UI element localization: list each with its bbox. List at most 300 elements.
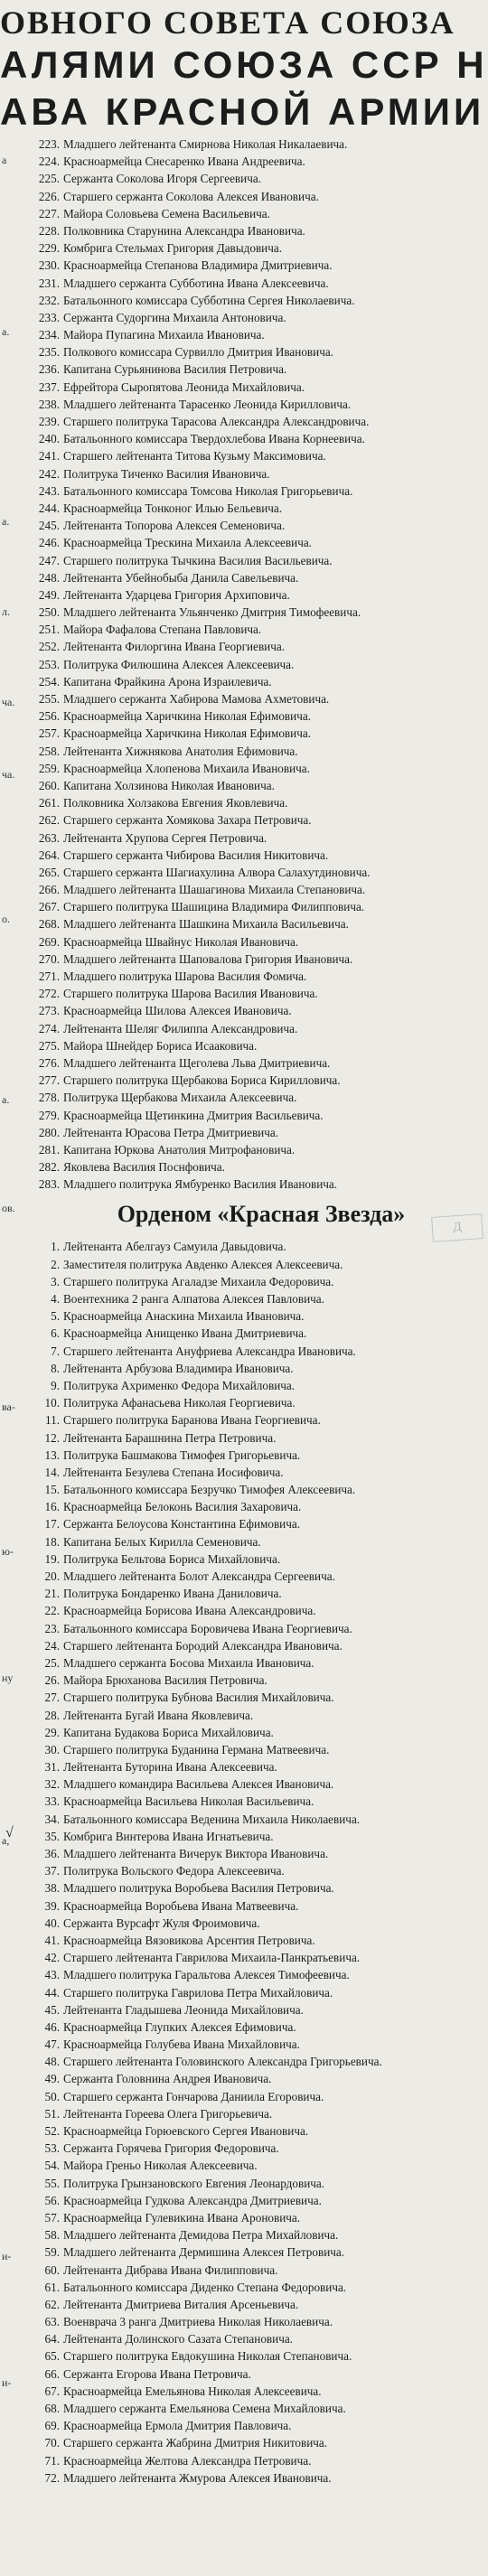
entry-number: 280. bbox=[38, 1125, 60, 1139]
entry-number: 14. bbox=[44, 1465, 60, 1479]
entry-number: 45. bbox=[44, 2002, 60, 2017]
entry-text: Старшего политрука Шашицина Владимира Филипповича. bbox=[63, 900, 365, 914]
entry-text: Политрука Щербакова Михаила Алексеевича. bbox=[63, 1091, 297, 1105]
entry-number: 56. bbox=[44, 2193, 60, 2207]
entry-text: Младшего политрука Воробьева Василия Петровича. bbox=[63, 1881, 334, 1896]
main-column bbox=[34, 136, 488, 2487]
list-item bbox=[34, 482, 488, 500]
list-item bbox=[34, 1089, 488, 1106]
list-item bbox=[34, 915, 488, 932]
list-item bbox=[34, 396, 488, 413]
header-line-1: ОВНОГО СОВЕТА СОЮЗА bbox=[0, 5, 455, 40]
entry-text: Политрука Тиченко Василия Ивановича. bbox=[63, 466, 270, 481]
entry-text: Воентехника 2 ранга Алпатова Алексея Павловича. bbox=[63, 1292, 324, 1306]
list-item bbox=[34, 673, 488, 690]
list-item bbox=[34, 985, 488, 1002]
margin-fragment: а, bbox=[2, 1834, 10, 1847]
entry-text: Лейтенанта Гореева Олега Григорьевича. bbox=[63, 2106, 273, 2121]
list-item bbox=[34, 1054, 488, 1072]
entry-text: Комбрига Винтерова Ивана Игнатьевича. bbox=[63, 1829, 274, 1843]
list-item bbox=[34, 569, 488, 586]
library-stamp: Д bbox=[431, 1213, 483, 1242]
margin-fragment: и- bbox=[2, 2250, 12, 2262]
list-item bbox=[34, 552, 488, 569]
entry-number: 46. bbox=[44, 2019, 60, 2034]
entry-number: 36. bbox=[44, 1847, 60, 1860]
order-heading: Орденом «Красная Звезда» bbox=[117, 1201, 406, 1228]
entry-text: Красноармейца Швайнус Николая Ивановича. bbox=[63, 934, 299, 949]
entry-text: Младшего политрука Шарова Василия Фомича. bbox=[63, 970, 307, 983]
entry-text: Старшего политрука Шарова Василия Ивановича. bbox=[63, 987, 318, 1001]
left-margin-fragments bbox=[0, 136, 34, 2576]
list-item bbox=[34, 1585, 488, 1602]
entry-text: Младшего лейтенанта Демидова Петра Михайловича. bbox=[63, 2228, 339, 2243]
entry-number: 259. bbox=[38, 761, 60, 775]
list-item bbox=[34, 1377, 488, 1394]
list-item bbox=[34, 1568, 488, 1585]
entry-text: Красноармейца Ермола Дмитрия Павловича. bbox=[63, 2419, 292, 2433]
list-item bbox=[34, 413, 488, 430]
entry-text: Красноармейца Трескина Михаила Алексеевича. bbox=[63, 536, 312, 550]
entry-text: Младшего лейтенанта Ульянченко Дмитрия Тимофеевича. bbox=[63, 605, 361, 620]
entry-number: 23. bbox=[44, 1621, 60, 1635]
entry-text: Сержанта Соколова Игоря Сергеевича. bbox=[63, 172, 261, 186]
entry-number: 233. bbox=[38, 310, 60, 324]
entry-text: Лейтенанта Хижнякова Анатолия Ефимовича. bbox=[63, 744, 298, 758]
entry-number: 258. bbox=[38, 744, 60, 758]
entry-text: Политрука Бондаренко Ивана Даниловича. bbox=[63, 1587, 282, 1601]
entry-number: 246. bbox=[38, 536, 60, 550]
entry-number: 248. bbox=[38, 570, 60, 585]
entry-text: Младшего лейтенанта Шаповалова Григория Ивановича. bbox=[63, 951, 353, 966]
list-item bbox=[34, 1256, 488, 1273]
entry-text: Старшего политрука Тарасова Александра Александровича. bbox=[63, 415, 370, 428]
entry-number: 231. bbox=[38, 276, 60, 290]
entry-number: 283. bbox=[38, 1177, 60, 1192]
entry-text: Старшего политрука Буданина Германа Матвеевича. bbox=[63, 1742, 330, 1756]
entry-number: 274. bbox=[38, 1021, 60, 1035]
entry-number: 34. bbox=[44, 1812, 60, 1826]
list-item bbox=[34, 500, 488, 517]
entry-number: 32. bbox=[44, 1777, 60, 1792]
entry-text: Военврача 3 ранга Дмитриева Николая Николаевича. bbox=[63, 2315, 333, 2329]
entry-text: Младшего командира Васильева Алексея Ивановича. bbox=[63, 1777, 334, 1792]
entry-number: 63. bbox=[44, 2315, 60, 2329]
list-item bbox=[34, 2296, 488, 2313]
list-item bbox=[34, 743, 488, 760]
entry-number: 260. bbox=[38, 778, 60, 792]
entry-number: 67. bbox=[44, 2384, 60, 2398]
list-item bbox=[34, 829, 488, 847]
entry-number: 5. bbox=[51, 1309, 60, 1324]
entry-text: Сержанта Вурсафт Жуля Фроимовича. bbox=[63, 1916, 260, 1930]
entry-text: Красноармейца Щетинкина Дмитрия Васильевича. bbox=[63, 1108, 324, 1122]
entry-text: Лейтенанта Долинского Сазата Степановича. bbox=[63, 2332, 293, 2347]
entry-text: Сержанта Белоусова Константина Ефимовича. bbox=[63, 1517, 301, 1532]
entry-text: Младшего лейтенанта Жмурова Алексея Ивановича. bbox=[63, 2470, 332, 2485]
entry-text: Ефрейтора Сыропятова Леонида Михайловича. bbox=[63, 379, 305, 394]
entry-text: Политрука Бельтова Бориса Михайловича. bbox=[63, 1551, 281, 1566]
entry-text: Старшего политрука Тычкина Василия Васильевича. bbox=[63, 553, 333, 567]
list-item bbox=[34, 257, 488, 274]
list-item bbox=[34, 430, 488, 447]
list-item bbox=[34, 1238, 488, 1255]
entry-number: 25. bbox=[44, 1655, 60, 1670]
margin-fragment: л. bbox=[2, 605, 10, 618]
list-item bbox=[34, 951, 488, 968]
entry-number: 243. bbox=[38, 483, 60, 498]
list-item bbox=[34, 2122, 488, 2140]
entry-number: 11. bbox=[45, 1413, 60, 1428]
entry-text: Лейтенанта Дмитриева Виталия Арсеньевича. bbox=[63, 2297, 299, 2311]
list-item bbox=[34, 447, 488, 464]
entry-number: 47. bbox=[44, 2037, 60, 2052]
entry-text: Сержанта Судоргина Михаила Антоновича. bbox=[63, 310, 286, 324]
entry-number: 21. bbox=[44, 1587, 60, 1601]
entry-number: 230. bbox=[38, 258, 60, 273]
entry-number: 57. bbox=[44, 2210, 60, 2225]
list-item bbox=[34, 1932, 488, 1949]
entry-number: 24. bbox=[44, 1638, 60, 1653]
entry-text: Старшего сержанта Чибирова Василия Никитовича. bbox=[63, 848, 329, 862]
entry-text: Яковлева Василия Поснфовича. bbox=[63, 1160, 225, 1175]
entry-text: Младшего лейтенанта Вичерук Виктора Ивановича. bbox=[63, 1847, 329, 1860]
entry-number: 223. bbox=[38, 137, 60, 151]
list-item bbox=[34, 2279, 488, 2296]
list-item bbox=[34, 1107, 488, 1124]
entry-number: 65. bbox=[44, 2349, 60, 2364]
margin-fragment: и- bbox=[2, 2376, 12, 2389]
entry-text: Лейтенанта Шеляг Филиппа Александровича. bbox=[63, 1021, 298, 1035]
margin-fragment: ча. bbox=[2, 768, 15, 781]
list-item bbox=[34, 811, 488, 829]
entry-text: Старшего сержанта Шагиахулина Алвора Салахутдиновича. bbox=[63, 865, 371, 879]
entry-text: Лейтенанта Арбузова Владимира Ивановича. bbox=[63, 1361, 294, 1375]
margin-fragment: ча. bbox=[2, 696, 15, 708]
entry-text: Младшего лейтенанта Шашагинова Михаила Степановича. bbox=[63, 883, 366, 897]
list-item bbox=[34, 361, 488, 378]
list-item bbox=[34, 1533, 488, 1550]
entry-number: 42. bbox=[44, 1951, 60, 1965]
entry-text: Политрука Ахрименко Федора Михайловича. bbox=[63, 1378, 296, 1392]
entry-number: 244. bbox=[38, 501, 60, 515]
entry-number: 69. bbox=[44, 2419, 60, 2433]
entry-text: Старшего политрука Щербакова Бориса Кирилловича. bbox=[63, 1073, 341, 1088]
entry-number: 236. bbox=[38, 362, 60, 377]
list-item bbox=[34, 2262, 488, 2279]
list-item bbox=[34, 864, 488, 881]
entry-text: Лейтенанта Убейнобыба Данила Савельевича. bbox=[63, 570, 299, 585]
entry-number: 250. bbox=[38, 605, 60, 620]
entry-number: 247. bbox=[38, 553, 60, 567]
list-item bbox=[34, 1124, 488, 1141]
entry-number: 277. bbox=[38, 1073, 60, 1088]
check-mark: √ bbox=[5, 1825, 14, 1841]
entry-number: 255. bbox=[38, 692, 60, 706]
entry-number: 18. bbox=[44, 1534, 60, 1549]
entry-number: 269. bbox=[38, 934, 60, 949]
entry-text: Капитана Сурьянинова Василия Петровича. bbox=[63, 362, 287, 377]
entry-number: 51. bbox=[44, 2106, 60, 2121]
entry-text: Лейтенанта Гладышева Леонида Михайловича. bbox=[63, 2002, 304, 2017]
entry-text: Младшего лейтенанта Дермишина Алексея Петровича. bbox=[63, 2245, 345, 2260]
list-item bbox=[34, 1020, 488, 1037]
entry-number: 251. bbox=[38, 623, 60, 637]
entry-text: Младшего сержанта Субботина Ивана Алексеевича. bbox=[63, 276, 329, 290]
entry-number: 226. bbox=[38, 189, 60, 203]
entry-text: Красноармейца Борисова Ивана Александровича. bbox=[63, 1604, 316, 1618]
list-item bbox=[34, 1360, 488, 1377]
entry-number: 232. bbox=[38, 293, 60, 307]
list-item bbox=[34, 638, 488, 655]
list-item bbox=[34, 690, 488, 707]
entry-text: Красноармейца Воробьева Ивана Матвеевича. bbox=[63, 1898, 299, 1913]
entry-text: Старшего политрука Евдокушина Николая Степановича. bbox=[63, 2349, 352, 2364]
entry-number: 68. bbox=[44, 2402, 60, 2416]
body-area bbox=[0, 136, 488, 2576]
list-item bbox=[34, 2313, 488, 2330]
entry-text: Майора Фафалова Степана Павловича. bbox=[63, 623, 262, 637]
list-item bbox=[34, 2417, 488, 2434]
margin-fragment: а bbox=[2, 154, 7, 166]
entry-text: Старшего политрука Агаладзе Михаила Федоровича. bbox=[63, 1274, 334, 1288]
list-item bbox=[34, 1002, 488, 1019]
list-item bbox=[34, 1602, 488, 1619]
entry-text: Капитана Юркова Анатолия Митрофановича. bbox=[63, 1142, 296, 1157]
margin-fragment: а. bbox=[2, 515, 10, 528]
entry-number: 58. bbox=[44, 2228, 60, 2243]
list-item bbox=[34, 1793, 488, 1810]
entry-text: Политрука Афанасьева Николая Георгиевича. bbox=[63, 1396, 296, 1410]
list-item bbox=[34, 1984, 488, 2001]
entry-number: 240. bbox=[38, 432, 60, 446]
entry-number: 72. bbox=[44, 2470, 60, 2485]
entry-text: Политрука Филюшина Алексея Алексеевича. bbox=[63, 657, 295, 671]
entry-number: 29. bbox=[44, 1725, 60, 1739]
entry-text: Красноармейца Хлопенова Михаила Ивановича. bbox=[63, 761, 310, 775]
entry-number: 266. bbox=[38, 883, 60, 897]
entry-text: Младшего политрука Ямбуренко Василия Ивановича. bbox=[63, 1177, 338, 1192]
list-item bbox=[34, 1915, 488, 1932]
entry-number: 66. bbox=[44, 2366, 60, 2381]
section2-list bbox=[34, 1238, 488, 2487]
entry-text: Политрука Вольского Федора Алексеевича. bbox=[63, 1864, 285, 1878]
entry-text: Майора Пупагина Михаила Ивановича. bbox=[63, 328, 265, 342]
entry-number: 26. bbox=[44, 1673, 60, 1688]
entry-text: Лейтенанта Хрупова Сергея Петровича. bbox=[63, 830, 267, 845]
entry-text: Старшего лейтенанта Гаврилова Михаила-Панкратьевича. bbox=[63, 1951, 361, 1965]
entry-text: Лейтенанта Буторина Ивана Алексеевича. bbox=[63, 1760, 277, 1775]
list-item bbox=[34, 2070, 488, 2087]
entry-text: Младшего лейтенанта Смирнова Николая Никалаевича. bbox=[63, 137, 348, 151]
list-item bbox=[34, 1845, 488, 1862]
entry-number: 224. bbox=[38, 155, 60, 169]
entry-text: Сержанта Головнина Андрея Ивановича. bbox=[63, 2072, 272, 2086]
entry-number: 64. bbox=[44, 2332, 60, 2347]
header-line-3: АВА КРАСНОЙ АРМИИ bbox=[0, 90, 485, 130]
entry-number: 16. bbox=[44, 1500, 60, 1514]
entry-number: 71. bbox=[44, 2453, 60, 2468]
entry-text: Батальонного комиссара Твердохлебова Ивана Корнеевича. bbox=[63, 432, 365, 446]
list-item bbox=[34, 794, 488, 811]
entry-number: 13. bbox=[44, 1447, 60, 1462]
entry-number: 44. bbox=[44, 1985, 60, 2000]
entry-number: 276. bbox=[38, 1055, 60, 1070]
entry-text: Старшего сержанта Хомякова Захара Петровича. bbox=[63, 813, 312, 828]
entry-number: 282. bbox=[38, 1160, 60, 1175]
entry-number: 234. bbox=[38, 328, 60, 342]
list-item bbox=[34, 1447, 488, 1464]
list-item bbox=[34, 343, 488, 361]
entry-number: 239. bbox=[38, 415, 60, 428]
list-item bbox=[34, 1550, 488, 1568]
entry-text: Красноармейца Белоконь Василия Захаровича. bbox=[63, 1500, 302, 1514]
entry-number: 249. bbox=[38, 587, 60, 602]
entry-number: 229. bbox=[38, 241, 60, 256]
entry-number: 50. bbox=[44, 2089, 60, 2103]
list-item bbox=[34, 1072, 488, 1089]
entry-number: 37. bbox=[44, 1864, 60, 1878]
list-item bbox=[34, 1141, 488, 1158]
list-item bbox=[34, 465, 488, 482]
entry-text: Красноармейца Снесаренко Ивана Андреевича. bbox=[63, 155, 305, 169]
entry-text: Майора Брюханова Василия Петровича. bbox=[63, 1673, 267, 1688]
list-item bbox=[34, 2001, 488, 2019]
entry-text: Красноармейца Харичкина Николая Ефимовича. bbox=[63, 726, 311, 741]
entry-text: Красноармейца Голубева Ивана Михайловича. bbox=[63, 2037, 300, 2052]
entry-text: Лейтенанта Топорова Алексея Семеновича. bbox=[63, 519, 286, 533]
entry-text: Сержанта Егорова Ивана Петровича. bbox=[63, 2366, 251, 2381]
entry-number: 262. bbox=[38, 813, 60, 828]
list-item bbox=[34, 2019, 488, 2036]
entry-number: 4. bbox=[51, 1292, 60, 1306]
entry-text: Младшего политрука Гаральтова Алексея Тимофеевича. bbox=[63, 1968, 350, 1982]
list-item bbox=[34, 2330, 488, 2347]
list-item bbox=[34, 1325, 488, 1342]
list-item bbox=[34, 1637, 488, 1654]
margin-fragment: ну bbox=[2, 1672, 14, 1684]
list-item bbox=[34, 1949, 488, 1966]
entry-text: Младшего сержанта Емельянова Семена Михайловича. bbox=[63, 2402, 346, 2416]
list-item bbox=[34, 707, 488, 725]
entry-number: 9. bbox=[51, 1378, 60, 1392]
list-item bbox=[34, 604, 488, 621]
list-item bbox=[34, 1411, 488, 1429]
list-item bbox=[34, 275, 488, 292]
list-item bbox=[34, 205, 488, 222]
list-item bbox=[34, 1707, 488, 1724]
list-item bbox=[34, 309, 488, 326]
entry-text: Старшего лейтенанта Титова Кузьму Максимовича. bbox=[63, 449, 326, 464]
entry-text: Младшего лейтенанта Тарасенко Леонида Кирилловича. bbox=[63, 397, 352, 411]
entry-text: Красноармейца Глупких Алексея Ефимовича. bbox=[63, 2019, 296, 2034]
list-item bbox=[34, 1515, 488, 1532]
list-item bbox=[34, 2365, 488, 2383]
entry-text: Красноармейца Шилова Алексея Ивановича. bbox=[63, 1004, 292, 1018]
entry-number: 281. bbox=[38, 1142, 60, 1157]
entry-number: 59. bbox=[44, 2245, 60, 2260]
entry-number: 22. bbox=[44, 1604, 60, 1618]
list-item bbox=[34, 621, 488, 638]
entry-text: Лейтенанта Бугай Ивана Яковлевича. bbox=[63, 1708, 254, 1722]
margin-fragment: ю- bbox=[2, 1545, 14, 1558]
entry-number: 275. bbox=[38, 1038, 60, 1053]
entry-number: 242. bbox=[38, 466, 60, 481]
entry-number: 70. bbox=[44, 2436, 60, 2450]
entry-number: 263. bbox=[38, 830, 60, 845]
entry-number: 15. bbox=[44, 1483, 60, 1497]
margin-fragment: о. bbox=[2, 913, 10, 925]
entry-text: Младшего лейтенанта Шашкина Михаила Васильевича. bbox=[63, 917, 349, 932]
entry-number: 60. bbox=[44, 2262, 60, 2277]
list-item bbox=[34, 1862, 488, 1879]
list-item bbox=[34, 881, 488, 898]
list-item bbox=[34, 170, 488, 187]
entry-number: 53. bbox=[44, 2141, 60, 2156]
entry-text: Красноармейца Горюевского Сергея Ивановича. bbox=[63, 2124, 309, 2139]
entry-text: Красноармейца Желтова Александра Петровича. bbox=[63, 2453, 312, 2468]
entry-number: 3. bbox=[51, 1274, 60, 1288]
entry-number: 2. bbox=[51, 1257, 60, 1271]
entry-text: Батальонного комиссара Боровичева Ивана Георгиевича. bbox=[63, 1621, 352, 1635]
entry-number: 268. bbox=[38, 917, 60, 932]
list-item bbox=[34, 2347, 488, 2365]
list-item bbox=[34, 2383, 488, 2400]
list-item bbox=[34, 1464, 488, 1481]
entry-number: 272. bbox=[38, 987, 60, 1001]
entry-text: Старшего лейтенанта Бородий Александра Ивановича. bbox=[63, 1638, 343, 1653]
list-item bbox=[34, 2452, 488, 2469]
entry-number: 254. bbox=[38, 674, 60, 688]
list-item bbox=[34, 760, 488, 777]
entry-text: Полковника Старунина Александра Ивановича. bbox=[63, 223, 305, 238]
list-item bbox=[34, 1429, 488, 1447]
entry-text: Полковника Холзакова Евгения Яковлевича. bbox=[63, 796, 288, 810]
entry-text: Красноармейца Вязовикова Арсентия Петровича. bbox=[63, 1933, 315, 1947]
list-item bbox=[34, 968, 488, 985]
entry-number: 28. bbox=[44, 1708, 60, 1722]
entry-number: 267. bbox=[38, 900, 60, 914]
entry-number: 35. bbox=[44, 1829, 60, 1843]
entry-text: Младшего лейтенанта Щеголева Льва Дмитриевича. bbox=[63, 1055, 331, 1070]
list-item bbox=[34, 2053, 488, 2070]
entry-text: Лейтенанта Дибрава Ивана Филипповича. bbox=[63, 2262, 278, 2277]
entry-number: 261. bbox=[38, 796, 60, 810]
list-item bbox=[34, 2243, 488, 2261]
list-item bbox=[34, 1654, 488, 1672]
entry-text: Батальонного комиссара Веденина Михаила Николаевича. bbox=[63, 1812, 361, 1826]
entry-number: 227. bbox=[38, 206, 60, 220]
entry-number: 55. bbox=[44, 2176, 60, 2190]
list-item bbox=[34, 1897, 488, 1915]
margin-fragment: ва- bbox=[2, 1400, 15, 1413]
list-item bbox=[34, 1672, 488, 1689]
entry-number: 6. bbox=[51, 1326, 60, 1341]
entry-text: Красноармейца Анищенко Ивана Дмитриевича. bbox=[63, 1326, 307, 1341]
margin-fragment: а. bbox=[2, 325, 10, 338]
list-item bbox=[34, 222, 488, 239]
list-item bbox=[34, 1879, 488, 1897]
entry-text: Лейтенанта Юрасова Петра Дмитриевича. bbox=[63, 1125, 279, 1139]
list-item bbox=[34, 1343, 488, 1360]
section1-list bbox=[34, 136, 488, 1193]
entry-number: 241. bbox=[38, 449, 60, 464]
entry-text: Красноармейца Степанова Владимира Дмитриевича. bbox=[63, 258, 333, 273]
entry-text: Красноармейца Емельянова Николая Алексеевича. bbox=[63, 2384, 322, 2398]
list-item bbox=[34, 1741, 488, 1758]
entry-text: Красноармейца Тонконог Илью Бельевича. bbox=[63, 501, 283, 515]
entry-text: Старшего политрука Бубнова Василия Михайловича. bbox=[63, 1691, 334, 1705]
